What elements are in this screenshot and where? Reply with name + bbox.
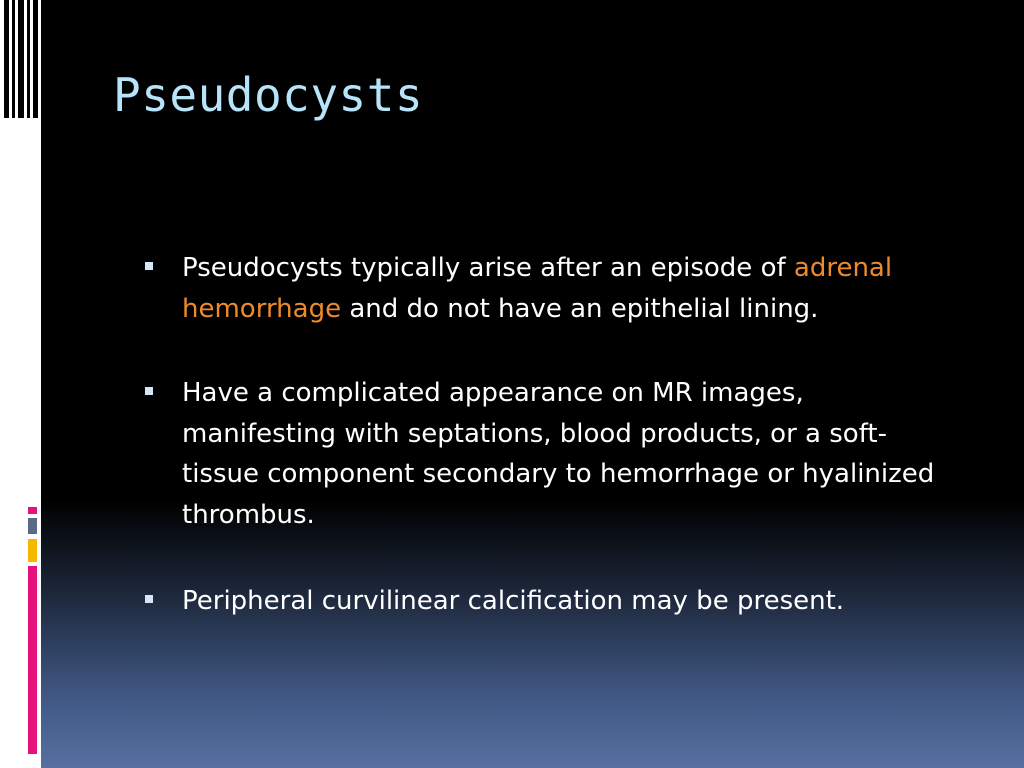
stripe-bar [4,0,9,118]
bullet-marker [145,595,153,603]
stripe-bar [18,0,24,118]
stripe-bar [27,0,30,118]
bullet-item [143,581,953,622]
bullet-marker [145,262,153,270]
top-stripe-decoration [0,0,41,120]
bullet-item [143,248,953,329]
bullet-list [143,248,953,666]
bullet-text: Have a complicated appearance on MR images, manifesting with septations, blood products, or a soft-tissue component secondary to hemorrhage or hyalinized thrombus. [182,378,935,530]
accent-pink-long [28,566,37,754]
accent-pink-small [28,507,37,514]
accent-gray [28,518,37,534]
bullet-text: Peripheral curvilinear calcification may be present. [182,586,845,616]
stripe-bar [12,0,15,118]
highlight-term: adrenal hemorrhage [182,253,893,324]
stripe-bar [33,0,38,118]
bullet-text-start: Pseudocysts typically arise after an episode of [182,253,794,283]
left-decor-strip [0,0,41,768]
bullet-text-end: and do not have an epithelial lining. [341,293,819,324]
slide-title: Pseudocysts [113,68,424,122]
bullet-item [143,373,953,535]
accent-yellow [28,539,37,562]
bullet-marker [145,387,153,395]
